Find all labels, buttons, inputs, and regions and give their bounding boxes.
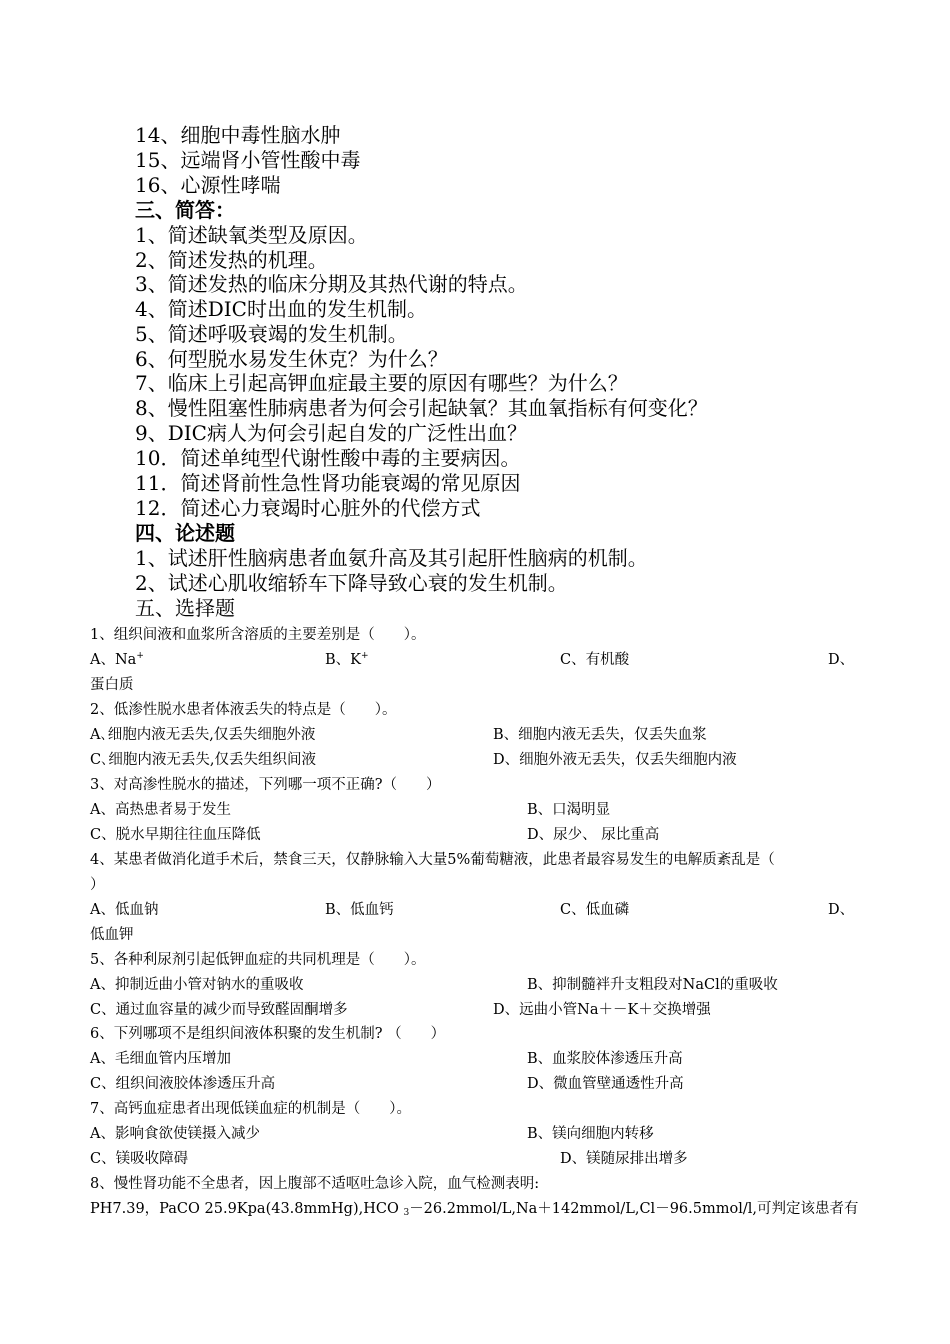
q5-option-a: A、抑制近曲小管对钠水的重吸收 [90,977,304,993]
q1-stem: 1、组织间液和血浆所含溶质的主要差别是（ ）。 [90,627,426,643]
q5-stem: 5、各种利尿剂引起低钾血症的共同机理是（ ）。 [90,952,426,968]
q2-option-a: A､细胞内液无丢失,仅丢失细胞外液 [90,727,316,743]
q5-option-d: D、远曲小管Na＋－K＋交换增强 [493,1002,711,1018]
section3-item: 8、慢性阻塞性肺病患者为何会引起缺氧？其血氧指标有何变化？ [135,396,708,420]
q7-option-b: B、镁向细胞内转移 [527,1126,654,1142]
q1-option-c: C、有机酸 [560,652,630,668]
q1-option-b: B、K+ [325,651,369,668]
q2-option-c: C､细胞内液无丢失,仅丢失组织间液 [90,752,316,768]
q1-option-d-text: 蛋白质 [90,677,134,693]
section3-item: 7、临床上引起高钾血症最主要的原因有哪些？为什么？ [135,371,628,395]
q4-option-d: D、 [828,902,855,918]
q3-option-b: B、口渴明显 [527,802,611,818]
q7-option-d: D、镁随尿排出增多 [560,1151,688,1167]
q7-option-c: C、镁吸收障碍 [90,1151,189,1167]
q1-option-d: D、 [828,652,855,668]
section5-title: 五、选择题 [135,596,235,620]
term-16: 16、心源性哮喘 [135,173,281,197]
q6-stem: 6、下列哪项不是组织间液体积聚的发生机制? （ ） [90,1026,446,1042]
q5-option-b: B、抑制髓袢升支粗段对NaCl的重吸收 [527,977,778,993]
term-15: 15、远端肾小管性酸中毒 [135,148,361,172]
q4-option-d-text: 低血钾 [90,927,134,943]
q6-option-a: A、毛细血管内压增加 [90,1051,231,1067]
section3-item: 2、简述发热的机理。 [135,248,328,272]
q2-stem: 2、低渗性脱水患者体液丢失的特点是（ ）。 [90,702,397,718]
q6-option-d: D、微血管壁通透性升高 [527,1076,684,1092]
term-14: 14、细胞中毒性脑水肿 [135,123,341,147]
q7-stem: 7、高钙血症患者出现低镁血症的机制是（ ）。 [90,1101,411,1117]
section3-item: 11．简述肾前性急性肾功能衰竭的常见原因 [135,471,521,495]
q2-option-d: D、细胞外液无丢失，仅丢失细胞内液 [493,752,737,768]
section3-item: 9、DIC病人为何会引起自发的广泛性出血？ [135,421,527,445]
q4-option-b: B、低血钙 [325,902,394,918]
q4-option-c: C、低血磷 [560,902,630,918]
section4-item: 1、试述肝性脑病患者血氨升高及其引起肝性脑病的机制。 [135,546,648,570]
q4-stem: 4、某患者做消化道手术后，禁食三天，仅静脉输入大量5%葡萄糖液，此患者最容易发生的电解质紊乱是（ [90,852,775,868]
section4-title: 四、论述题 [135,521,235,545]
section3-title: 三、简答： [135,198,235,222]
q8-stem: 8、慢性肾功能不全患者，因上腹部不适呕吐急诊入院，血气检测表明: [90,1176,540,1192]
q6-option-b: B、血浆胶体渗透压升高 [527,1051,683,1067]
q3-stem: 3、对高渗性脱水的描述，下列哪一项不正确?（ ） [90,777,441,793]
q8-blood-gas: PH7.39，PaCO 25.9Kpa(43.8mmHg),HCO $_3$－26.2mmol/L,Na＋142mmol/L,Cl－96.5mmol/l,可判定该患者有 [90,1201,859,1218]
q3-option-c: C、脱水早期往往血压降低 [90,827,261,843]
section3-item: 12．简述心力衰竭时心脏外的代偿方式 [135,496,481,520]
section3-item: 10．简述单纯型代谢性酸中毒的主要病因。 [135,446,521,470]
section3-item: 1、简述缺氧类型及原因。 [135,223,368,247]
q1-option-a: A、Na+ [90,651,144,668]
section3-item: 6、何型脱水易发生休克？为什么？ [135,347,448,371]
section3-item: 4、简述DIC时出血的发生机制。 [135,297,427,321]
q4-stem-cont: ） [90,877,105,893]
section4-item: 2、试述心肌收缩轿车下降导致心衰的发生机制。 [135,571,568,595]
q3-option-a: A、高热患者易于发生 [90,802,231,818]
section3-item: 3、简述发热的临床分期及其热代谢的特点。 [135,272,528,296]
q6-option-c: C、组织间液胶体渗透压升高 [90,1076,276,1092]
q3-option-d: D、尿少、 尿比重高 [527,827,660,843]
q4-option-a: A、低血钠 [90,902,159,918]
q5-option-c: C、通过血容量的减少而导致醛固酮增多 [90,1002,348,1018]
section3-item: 5、简述呼吸衰竭的发生机制。 [135,322,408,346]
q2-option-b: B、细胞内液无丢失，仅丢失血浆 [493,727,707,743]
q7-option-a: A、影响食欲使镁摄入减少 [90,1126,260,1142]
